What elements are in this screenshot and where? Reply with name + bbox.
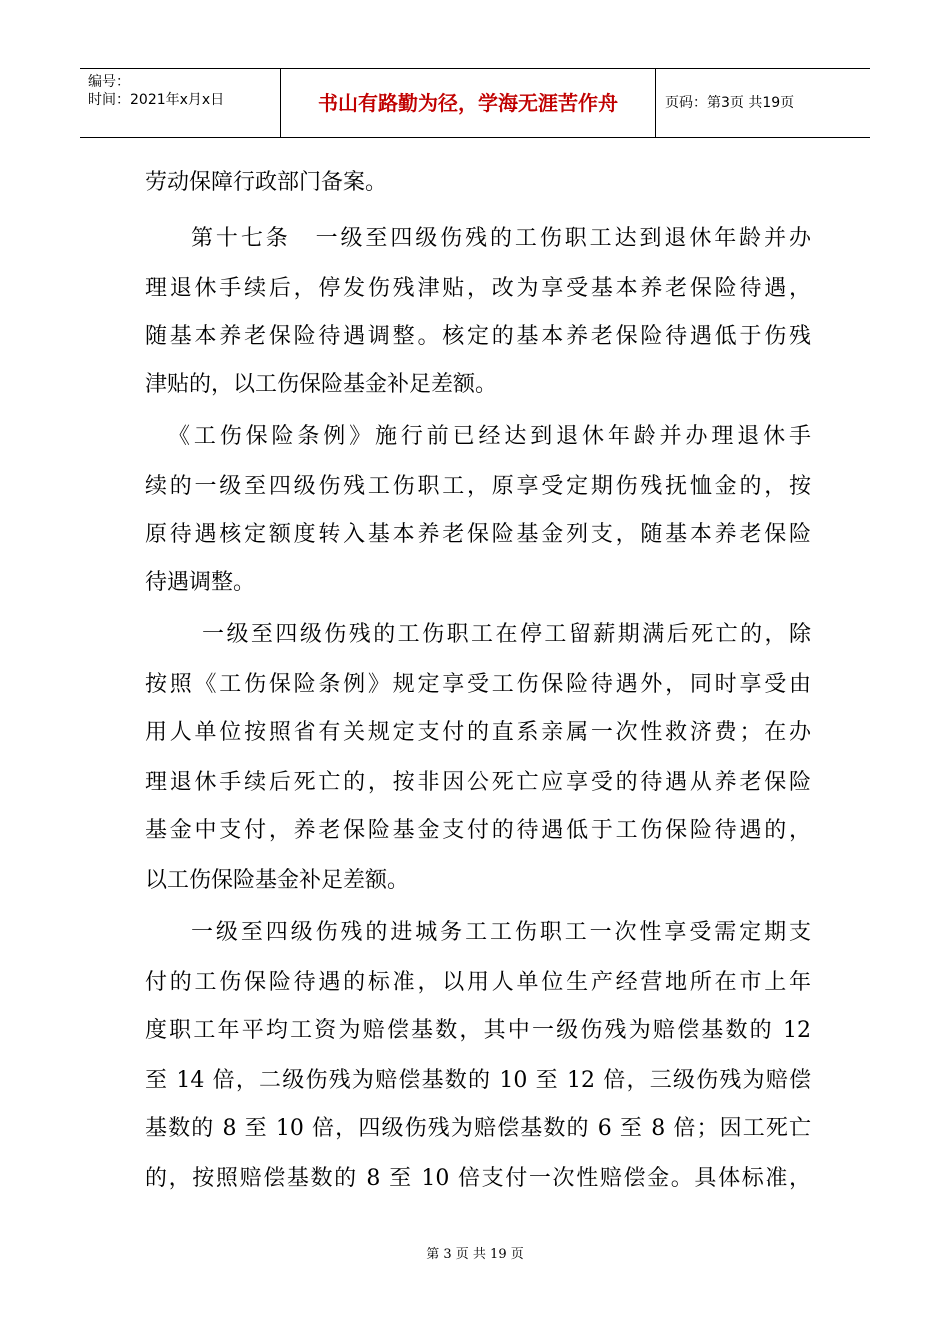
page-header — [80, 68, 870, 138]
body-line: 待遇调整。 — [145, 570, 256, 595]
body-line: 的，按照赔偿基数的 8 至 10 倍支付一次性赔偿金。具体标准， — [145, 1166, 811, 1191]
body-line: 用人单位按照省有关规定支付的直系亲属一次性救济费；在办 — [145, 720, 811, 745]
body-line: 理退休手续后死亡的，按非因公死亡应享受的待遇从养老保险 — [145, 770, 811, 795]
body-line: 基数的 8 至 10 倍，四级伤残为赔偿基数的 6 至 8 倍；因工死亡 — [145, 1116, 811, 1141]
body-line: 按照《工伤保险条例》规定享受工伤保险待遇外，同时享受由 — [145, 672, 811, 697]
body-line: 劳动保障行政部门备案。 — [145, 170, 388, 195]
body-line: 基金中支付，养老保险基金支付的待遇低于工伤保险待遇的， — [145, 818, 811, 843]
header-motto: 书山有路勤为径，学海无涯苦作舟 — [318, 91, 618, 115]
document-date-label: 时间：2021年x月x日 — [88, 92, 225, 108]
page-footer: 第 3 页 共 19 页 — [426, 1247, 524, 1262]
header-page-cell — [655, 69, 870, 137]
body-line: 度职工年平均工资为赔偿基数，其中一级伤残为赔偿基数的 12 — [145, 1018, 811, 1043]
body-line: 津贴的，以工伤保险基金补足差额。 — [145, 372, 498, 397]
body-line: 随基本养老保险待遇调整。核定的基本养老保险待遇低于伤残 — [145, 324, 811, 349]
body-line: 一级至四级伤残的工伤职工在停工留薪期满后死亡的，除 — [202, 622, 811, 647]
body-line: 续的一级至四级伤残工伤职工，原享受定期伤残抚恤金的，按 — [145, 474, 811, 499]
body-line: 付的工伤保险待遇的标准，以用人单位生产经营地所在市上年 — [145, 970, 811, 995]
document-number-label: 编号： — [88, 74, 130, 90]
body-line: 以工伤保险基金补足差额。 — [145, 868, 410, 893]
header-motto-cell — [280, 69, 656, 137]
body-line: 第十七条 一级至四级伤残的工伤职工达到退休年龄并办 — [191, 226, 811, 251]
body-line: 理退休手续后，停发伤残津贴，改为享受基本养老保险待遇， — [145, 276, 811, 301]
header-page-info: 页码：第3页 共19页 — [665, 95, 795, 111]
body-line: 《工伤保险条例》施行前已经达到退休年龄并办理退休手 — [168, 424, 811, 449]
body-line: 一级至四级伤残的进城务工工伤职工一次性享受需定期支 — [191, 920, 811, 945]
body-line: 至 14 倍，二级伤残为赔偿基数的 10 至 12 倍，三级伤残为赔偿 — [145, 1068, 811, 1093]
body-line: 原待遇核定额度转入基本养老保险基金列支，随基本养老保险 — [145, 522, 811, 547]
header-meta-cell — [80, 69, 280, 137]
